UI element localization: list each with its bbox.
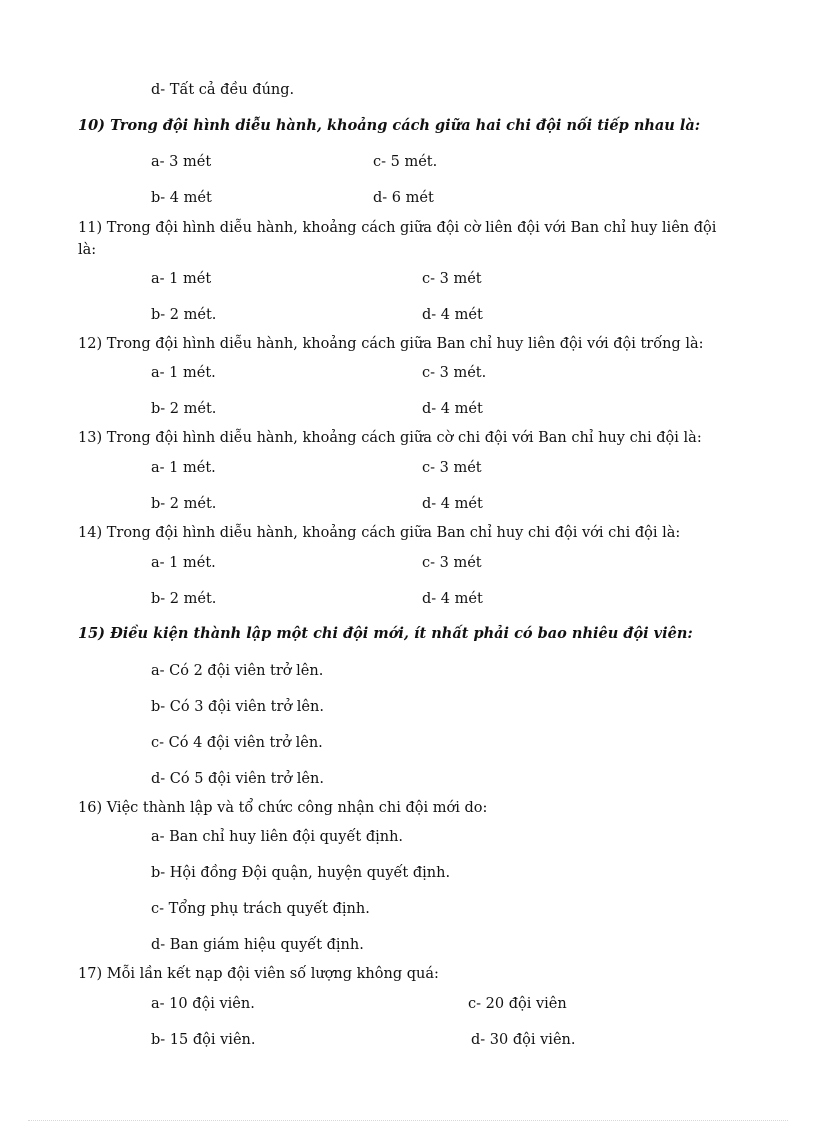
q10-option-b: b- 4 mét (151, 190, 212, 206)
q14-option-d: d- 4 mét (422, 591, 483, 607)
q12-option-d: d- 4 mét (422, 401, 483, 417)
q15-option-a: a- Có 2 đội viên trở lên. (151, 663, 324, 679)
q13-question: 13) Trong đội hình diễu hành, khoảng cách giữa cờ chi đội với Ban chỉ huy chi đội là: (78, 430, 702, 446)
q9-option-d: d- Tất cả đều đúng. (151, 82, 295, 98)
q17-option-c: c- 20 đội viên (468, 996, 567, 1012)
q16-question: 16) Việc thành lập và tổ chức công nhận chi đội mới do: (78, 800, 488, 816)
q14-option-b: b- 2 mét. (151, 591, 217, 607)
q10-option-c: c- 5 mét. (373, 154, 438, 170)
q15-option-d: d- Có 5 đội viên trở lên. (151, 771, 324, 787)
q13-option-d: d- 4 mét (422, 496, 483, 512)
q12-option-a: a- 1 mét. (151, 365, 216, 381)
q12-question: 12) Trong đội hình diễu hành, khoảng cách giữa Ban chỉ huy liên đội với đội trống là: (78, 336, 704, 352)
q17-option-b: b- 15 đội viên. (151, 1032, 256, 1048)
q14-option-c: c- 3 mét (422, 555, 482, 571)
q10-option-d: d- 6 mét (373, 190, 434, 206)
q11-question: 11) Trong đội hình diễu hành, khoảng cách giữa đội cờ liên đội với Ban chỉ huy liên đội là: (78, 220, 717, 258)
q16-option-d: d- Ban giám hiệu quyết định. (151, 937, 364, 953)
q17-option-d: d- 30 đội viên. (471, 1032, 576, 1048)
q10-option-a: a- 3 mét (151, 154, 212, 170)
q13-option-b: b- 2 mét. (151, 496, 217, 512)
q17-option-a: a- 10 đội viên. (151, 996, 255, 1012)
q10-question: 10) Trong đội hình diễu hành, khoảng cách giữa hai chi đội nối tiếp nhau là: (78, 117, 701, 134)
q15-option-b: b- Có 3 đội viên trở lên. (151, 699, 324, 715)
q16-option-c: c- Tổng phụ trách quyết định. (151, 901, 370, 917)
q14-question: 14) Trong đội hình diễu hành, khoảng cách giữa Ban chỉ huy chi đội với chi đội là: (78, 525, 681, 541)
q11-option-d: d- 4 mét (422, 307, 483, 323)
q11-option-a: a- 1 mét (151, 271, 212, 287)
q15-question: 15) Điều kiện thành lập một chi đội mới, ít nhất phải có bao nhiêu đội viên: (78, 625, 693, 642)
q13-option-a: a- 1 mét. (151, 460, 216, 476)
q11-option-b: b- 2 mét. (151, 307, 217, 323)
q12-option-c: c- 3 mét. (422, 365, 487, 381)
page-bottom-divider (28, 1120, 788, 1121)
q13-option-c: c- 3 mét (422, 460, 482, 476)
q12-option-b: b- 2 mét. (151, 401, 217, 417)
q16-option-a: a- Ban chỉ huy liên đội quyết định. (151, 829, 404, 845)
q17-question: 17) Mỗi lần kết nạp đội viên số lượng không quá: (78, 966, 439, 982)
q14-option-a: a- 1 mét. (151, 555, 216, 571)
q11-option-c: c- 3 mét (422, 271, 482, 287)
q15-option-c: c- Có 4 đội viên trở lên. (151, 735, 323, 751)
q16-option-b: b- Hội đồng Đội quận, huyện quyết định. (151, 865, 451, 881)
